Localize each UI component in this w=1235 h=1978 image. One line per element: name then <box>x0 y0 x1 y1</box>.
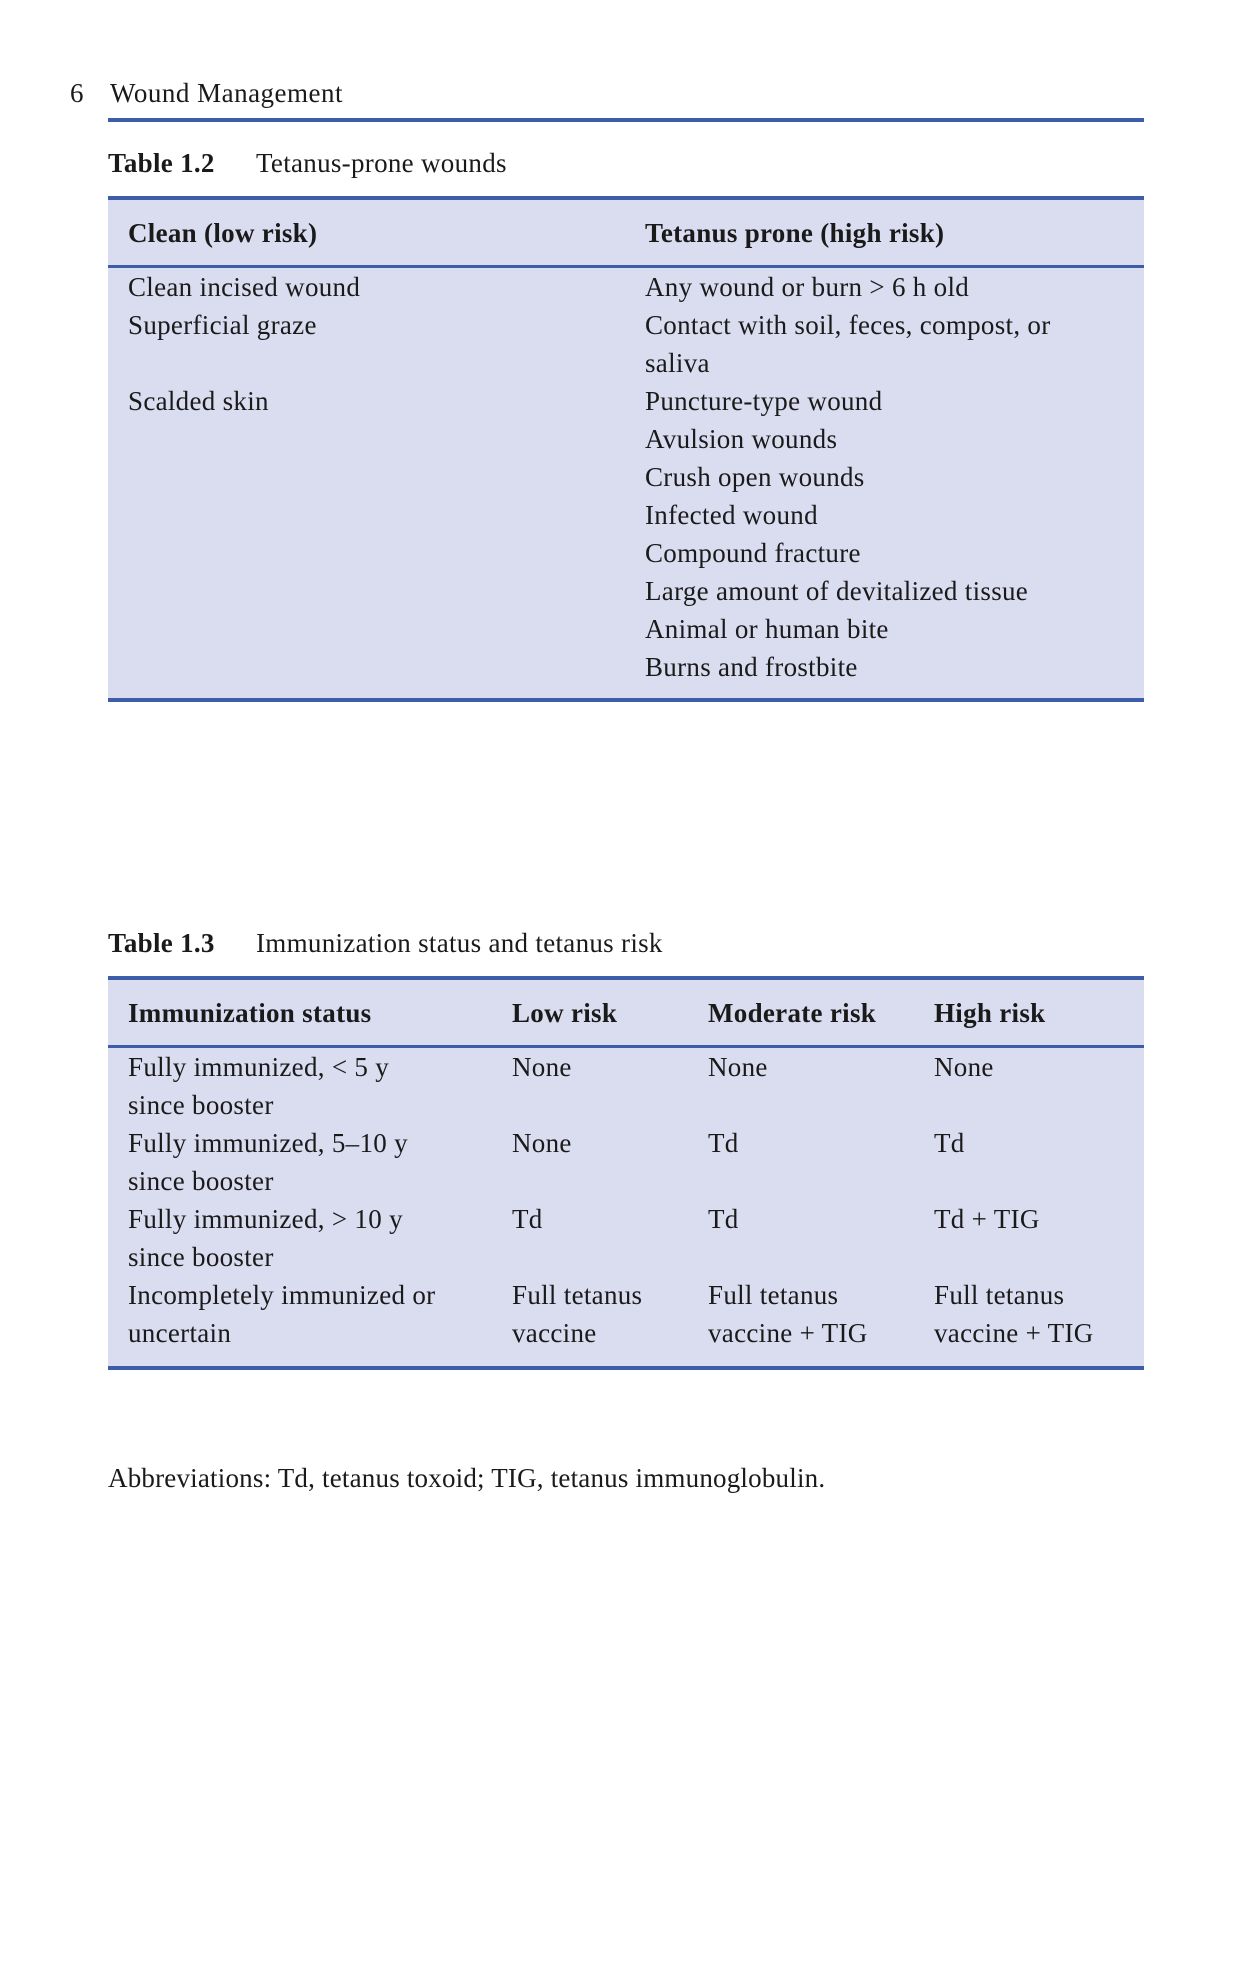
cell-line: Compound fracture <box>645 538 861 568</box>
cell-line: Crush open wounds <box>645 462 865 492</box>
table-1-2-header-row <box>108 198 1144 267</box>
table-1-3-cell-status <box>108 1047 492 1125</box>
cell-line: since booster <box>128 1090 274 1120</box>
table-row <box>108 572 1144 610</box>
table-1-2-number: Table 1.2 <box>108 148 215 178</box>
table-1-2 <box>108 196 1144 702</box>
cell-line: None <box>708 1052 768 1082</box>
page-number: 6 <box>70 78 84 108</box>
cell-line: vaccine + TIG <box>934 1318 1094 1348</box>
table-1-3-cell-high <box>914 1047 1144 1125</box>
table-1-3-cell-low <box>492 1047 688 1125</box>
table-row <box>108 496 1144 534</box>
table-footnote: Abbreviations: Td, tetanus toxoid; TIG, tetanus immunoglobulin. <box>108 1463 826 1493</box>
cell-line: Full tetanus <box>934 1280 1065 1310</box>
table-1-3-body <box>108 1047 1144 1369</box>
cell-line: Td + TIG <box>934 1204 1040 1234</box>
table-1-2-body <box>108 267 1144 701</box>
table-1-3-cell-high <box>914 1200 1144 1276</box>
table-row <box>108 534 1144 572</box>
table-1-3-header-moderate: Moderate risk <box>688 978 914 1047</box>
cell-line: Td <box>708 1204 739 1234</box>
cell-line: vaccine + TIG <box>708 1318 868 1348</box>
table-row <box>108 382 1144 496</box>
table-1-2-cell-clean <box>108 572 625 610</box>
table-1-2-cell-clean <box>108 267 625 307</box>
table-row <box>108 1047 1144 1125</box>
table-row <box>108 267 1144 307</box>
table-1-2-header-prone: Tetanus prone (high risk) <box>625 198 1144 267</box>
table-1-3-cell-status <box>108 1276 492 1368</box>
cell-line: uncertain <box>128 1318 232 1348</box>
cell-line: Fully immunized, 5–10 y <box>128 1128 408 1158</box>
table-1-2-cell-prone <box>625 496 1144 534</box>
table-1-2-cell-prone <box>625 610 1144 700</box>
table-1-3-number: Table 1.3 <box>108 928 215 958</box>
table-1-2-title: Tetanus-prone wounds <box>256 148 507 178</box>
cell-line: Td <box>934 1128 965 1158</box>
table-1-3-cell-low <box>492 1200 688 1276</box>
cell-line: Avulsion wounds <box>645 424 838 454</box>
cell-line: None <box>512 1128 572 1158</box>
table-1-3-cell-moderate <box>688 1200 914 1276</box>
running-head <box>70 78 343 109</box>
table-1-3-header-row <box>108 978 1144 1047</box>
table-row <box>108 306 1144 382</box>
cell-line: Superficial graze <box>128 310 317 340</box>
cell-line: Puncture-type wound <box>645 386 883 416</box>
table-1-2-cell-clean <box>108 534 625 572</box>
table-1-3-cell-high <box>914 1276 1144 1368</box>
table-1-3-cell-moderate <box>688 1124 914 1200</box>
table-1-3-cell-moderate <box>688 1276 914 1368</box>
cell-line: Td <box>512 1204 543 1234</box>
cell-line: None <box>512 1052 572 1082</box>
cell-line: vaccine <box>512 1318 597 1348</box>
table-1-2-header-clean: Clean (low risk) <box>108 198 625 267</box>
table-1-3-header-high: High risk <box>914 978 1144 1047</box>
table-1-2-cell-prone <box>625 306 1144 382</box>
cell-line: None <box>934 1052 994 1082</box>
cell-line: Full tetanus <box>708 1280 839 1310</box>
table-row <box>108 1124 1144 1200</box>
table-1-3-cell-low <box>492 1276 688 1368</box>
cell-line: Animal or human bite <box>645 614 889 644</box>
table-row <box>108 610 1144 700</box>
table-1-3-cell-moderate <box>688 1047 914 1125</box>
cell-line: Any wound or burn > 6 h old <box>645 272 970 302</box>
table-1-3-title: Immunization status and tetanus risk <box>256 928 663 958</box>
table-1-3-cell-status <box>108 1124 492 1200</box>
table-1-2-cell-prone <box>625 382 1144 496</box>
table-1-2-caption <box>108 148 507 179</box>
table-1-2-cell-prone <box>625 572 1144 610</box>
table-1-2-cell-prone <box>625 534 1144 572</box>
cell-line: Large amount of devitalized tissue <box>645 576 1029 606</box>
cell-line: Scalded skin <box>128 386 269 416</box>
table-1-2-cell-clean <box>108 496 625 534</box>
cell-line: Td <box>708 1128 739 1158</box>
table-1-3 <box>108 976 1144 1370</box>
cell-line: Full tetanus <box>512 1280 643 1310</box>
table-1-3-cell-low <box>492 1124 688 1200</box>
cell-line: since booster <box>128 1242 274 1272</box>
table-1-3-cell-high <box>914 1124 1144 1200</box>
table-1-3-caption <box>108 928 663 959</box>
cell-line: Fully immunized, < 5 y <box>128 1052 390 1082</box>
cell-line: since booster <box>128 1166 274 1196</box>
cell-line: Incompletely immunized or <box>128 1280 436 1310</box>
table-1-3-cell-status <box>108 1200 492 1276</box>
cell-line: Contact with soil, feces, compost, or <box>645 310 1051 340</box>
running-head-title: Wound Management <box>110 78 344 108</box>
cell-line: Fully immunized, > 10 y <box>128 1204 403 1234</box>
cell-line: Infected wound <box>645 500 818 530</box>
table-row <box>108 1276 1144 1368</box>
table-1-3-header-low: Low risk <box>492 978 688 1047</box>
table-1-3-header-status: Immunization status <box>108 978 492 1047</box>
cell-line: saliva <box>645 348 710 378</box>
table-row <box>108 1200 1144 1276</box>
header-rule <box>108 118 1144 122</box>
table-1-2-cell-clean <box>108 610 625 700</box>
table-1-2-cell-clean <box>108 382 625 496</box>
cell-line: Clean incised wound <box>128 272 361 302</box>
table-1-2-cell-prone <box>625 267 1144 307</box>
table-1-2-cell-clean <box>108 306 625 382</box>
cell-line: Burns and frostbite <box>645 652 858 682</box>
